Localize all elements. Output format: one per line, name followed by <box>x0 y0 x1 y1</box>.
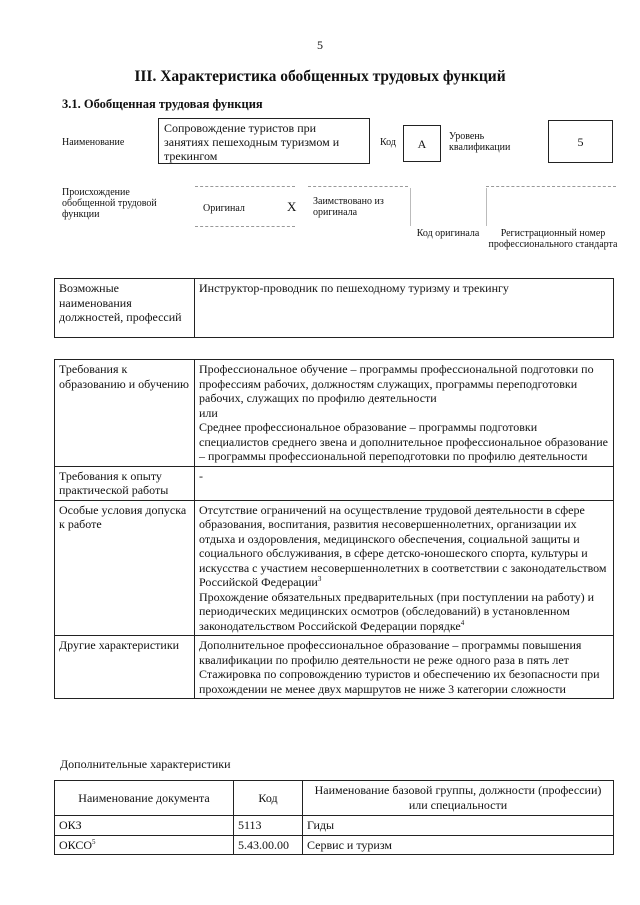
table-row <box>55 279 614 338</box>
table-row <box>55 816 614 836</box>
name-cell: Гиды <box>303 816 614 836</box>
table-row <box>55 835 614 855</box>
req-label: Особые условия допуска к работе <box>55 500 195 636</box>
subsection-title: 3.1. Обобщенная трудовая функция <box>62 97 263 111</box>
req-line: Среднее профессиональное образование – программы подготовки специалистов среднего звена и дополнительное профессиональное образование – программы профессиональной переподготовки по профилю деятельности <box>199 420 608 463</box>
req-line: Профессиональное обучение – программы профессиональной подготовки по профессиям рабочих, должностям служащих, программы переподготовки рабочих, служащих по профилю деятельности <box>199 362 594 405</box>
req-line-text: Отсутствие ограничений на осуществление трудовой деятельности в сфере образования, воспитания, развития несовершеннолетних, организации их отдыха и оздоровления, медицинского обеспечения, социальной защиты и социального обслуживания, в сфере детско-юношеского спорта, культуры и искусства с участием несовершеннолетних в соответствии с законодательством Российской Федерации <box>199 502 607 589</box>
footnote-mark: 3 <box>317 575 322 583</box>
req-value: - <box>195 466 614 500</box>
code-label: Код <box>380 137 396 148</box>
req-value <box>195 360 614 467</box>
column-header: Код <box>234 781 303 816</box>
req-value <box>195 636 614 699</box>
req-label: Требования к опыту практической работы <box>55 466 195 500</box>
req-line: Дополнительное профессиональное образование – программы повышения квалификации по профилю деятельности не реже одного раза в пять лет <box>199 638 582 667</box>
additional-table <box>54 780 614 855</box>
footnote-mark: 5 <box>92 837 96 846</box>
doc-cell <box>55 835 234 855</box>
positions-table <box>54 278 614 338</box>
name-value: Сопровождение туристов при занятиях пешеходным туризмом и трекингом <box>158 118 370 164</box>
footnote-mark: 4 <box>460 618 465 627</box>
table-row <box>55 466 614 500</box>
name-label: Наименование <box>62 137 125 148</box>
origin-label: Происхождение обобщенной трудовой функции <box>62 187 157 220</box>
section-title: III. Характеристика обобщенных трудовых функций <box>134 68 506 85</box>
page-number: 5 <box>317 38 323 52</box>
column-header: Наименование документа <box>55 781 234 816</box>
code-cell: 5113 <box>234 816 303 836</box>
doc-name: ОКЗ <box>59 818 82 832</box>
req-line-text: Прохождение обязательных предварительных (при поступлении на работу) и периодических медицинских осмотров (обследований) в установленном законодательством Российской Федерации порядке <box>199 589 595 633</box>
table-row <box>55 636 614 699</box>
req-line <box>199 590 609 634</box>
requirements-table <box>54 359 614 699</box>
original-code-caption: Код оригинала <box>416 228 480 239</box>
reg-number-caption: Регистрационный номер профессионального стандарта <box>488 228 618 250</box>
req-value <box>195 500 614 636</box>
column-header: Наименование базовой группы, должности (профессии) или специальности <box>303 781 614 816</box>
req-line <box>199 503 609 590</box>
code-cell: 5.43.00.00 <box>234 835 303 855</box>
name-cell: Сервис и туризм <box>303 835 614 855</box>
borrowed-label: Заимствовано из оригинала <box>313 196 384 218</box>
additional-title: Дополнительные характеристики <box>60 757 231 771</box>
level-value: 5 <box>548 120 613 163</box>
positions-label: Возможные наименования должностей, профессий <box>55 279 195 338</box>
original-mark: X <box>287 199 297 214</box>
req-line: Стажировка по сопровождению туристов и обеспечению их безопасности при прохождении не менее двух маршрутов не ниже 3 категории сложности <box>199 667 600 696</box>
req-line: или <box>199 405 218 420</box>
doc-cell <box>55 816 234 836</box>
table-header-row <box>55 781 614 816</box>
table-row <box>55 500 614 636</box>
req-label: Другие характеристики <box>55 636 195 699</box>
code-value: А <box>403 125 441 162</box>
table-row <box>55 360 614 467</box>
doc-name: ОКСО <box>59 837 93 852</box>
level-label: Уровень квалификации <box>449 131 511 153</box>
req-label: Требования к образованию и обучению <box>55 360 195 467</box>
original-label: Оригинал <box>203 203 245 214</box>
positions-value: Инструктор-проводник по пешеходному туризму и трекингу <box>195 279 614 338</box>
